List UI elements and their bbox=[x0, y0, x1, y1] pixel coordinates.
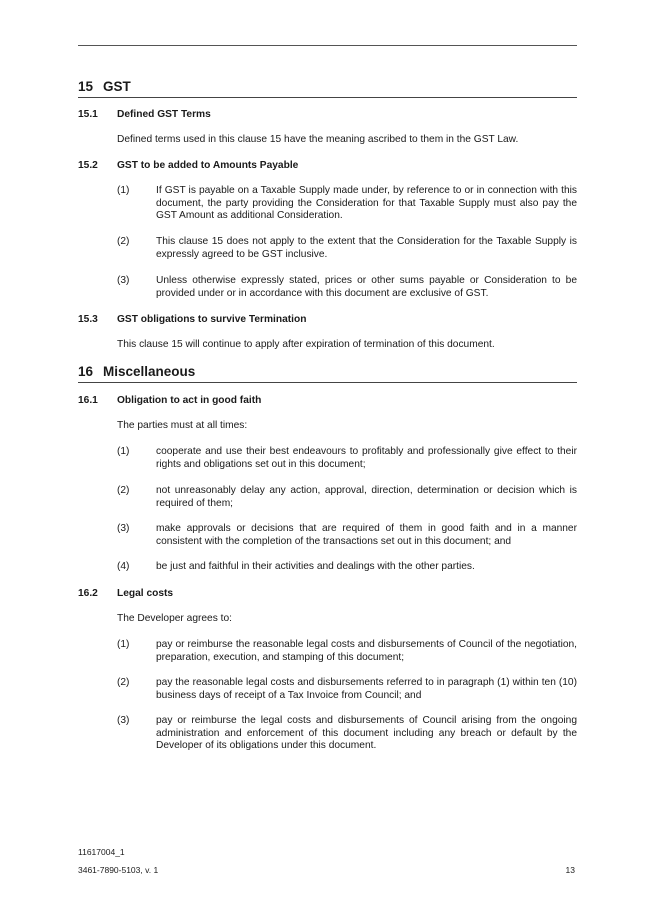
section-number: 16 bbox=[78, 364, 94, 379]
clause-15-3-text: This clause 15 will continue to apply after expiration of termination of this document. bbox=[117, 339, 495, 350]
clause-title: Obligation to act in good faith bbox=[117, 395, 262, 406]
clause-15-1-text: Defined terms used in this clause 15 have the meaning ascribed to them in the GST Law. bbox=[117, 134, 519, 145]
clause-number: 15.3 bbox=[78, 314, 98, 325]
item-number: (1) bbox=[117, 446, 130, 457]
item-number: (2) bbox=[117, 485, 130, 496]
item-number: (2) bbox=[117, 236, 130, 247]
item-number: (3) bbox=[117, 715, 130, 726]
section-title: GST bbox=[103, 79, 131, 94]
item-text: If GST is payable on a Taxable Supply made under, by reference to or in connection with this document, the party providing the Consideration for that Taxable Supply must also pay the GST Amount as additional Consideration. bbox=[156, 185, 577, 221]
item-text: be just and faithful in their activities and dealings with the other parties. bbox=[156, 561, 475, 572]
footer-doc-id: 11617004_1 bbox=[78, 847, 125, 857]
footer-reference: 3461-7890-5103, v. 1 bbox=[78, 865, 159, 875]
item-text: This clause 15 does not apply to the extent that the Consideration for the Taxable Supply is expressly agreed to be GST inclusive. bbox=[156, 236, 577, 260]
item-number: (3) bbox=[117, 523, 130, 534]
section-16-heading bbox=[78, 364, 577, 383]
clause-number: 16.1 bbox=[78, 395, 98, 406]
item-number: (1) bbox=[117, 185, 130, 196]
clause-number: 15.2 bbox=[78, 160, 98, 171]
clause-title: Defined GST Terms bbox=[117, 109, 211, 120]
section-title: Miscellaneous bbox=[103, 364, 196, 379]
item-text: pay or reimburse the reasonable legal costs and disbursements of Council of the negotiation, preparation, execution, and stamping of this document; bbox=[156, 639, 577, 663]
item-number: (1) bbox=[117, 639, 130, 650]
item-text: Unless otherwise expressly stated, prices or other sums payable or Consideration to be provided under or in accordance with this document are exclusive of GST. bbox=[156, 275, 577, 299]
section-number: 15 bbox=[78, 79, 94, 94]
clause-title: GST obligations to survive Termination bbox=[117, 314, 307, 325]
header-rule bbox=[78, 45, 577, 46]
clause-16-1-intro: The parties must at all times: bbox=[117, 420, 248, 431]
section-15-heading bbox=[78, 79, 577, 98]
item-number: (3) bbox=[117, 275, 130, 286]
item-text: cooperate and use their best endeavours to profitably and professionally give effect to their rights and obligations set out in this document; bbox=[156, 446, 577, 470]
clause-number: 16.2 bbox=[78, 588, 98, 599]
page-number: 13 bbox=[565, 865, 575, 875]
item-text: make approvals or decisions that are required of them in good faith and in a manner consistent with the completion of the transactions set out in this document; and bbox=[156, 523, 577, 547]
item-number: (2) bbox=[117, 677, 130, 688]
item-text: not unreasonably delay any action, approval, direction, determination or decision which is required of them; bbox=[156, 485, 577, 509]
clause-16-2-intro: The Developer agrees to: bbox=[117, 613, 232, 624]
clause-title: GST to be added to Amounts Payable bbox=[117, 160, 299, 171]
clause-title: Legal costs bbox=[117, 588, 174, 599]
clause-number: 15.1 bbox=[78, 109, 98, 120]
item-text: pay or reimburse the legal costs and disbursements of Council arising from the ongoing administration and enforcement of this document including any breach or default by the Developer of its obligations under this document. bbox=[156, 715, 577, 751]
item-text: pay the reasonable legal costs and disbursements referred to in paragraph (1) within ten (10) business days of receipt of a Tax Invoice from Council; and bbox=[156, 677, 577, 701]
item-number: (4) bbox=[117, 561, 130, 572]
